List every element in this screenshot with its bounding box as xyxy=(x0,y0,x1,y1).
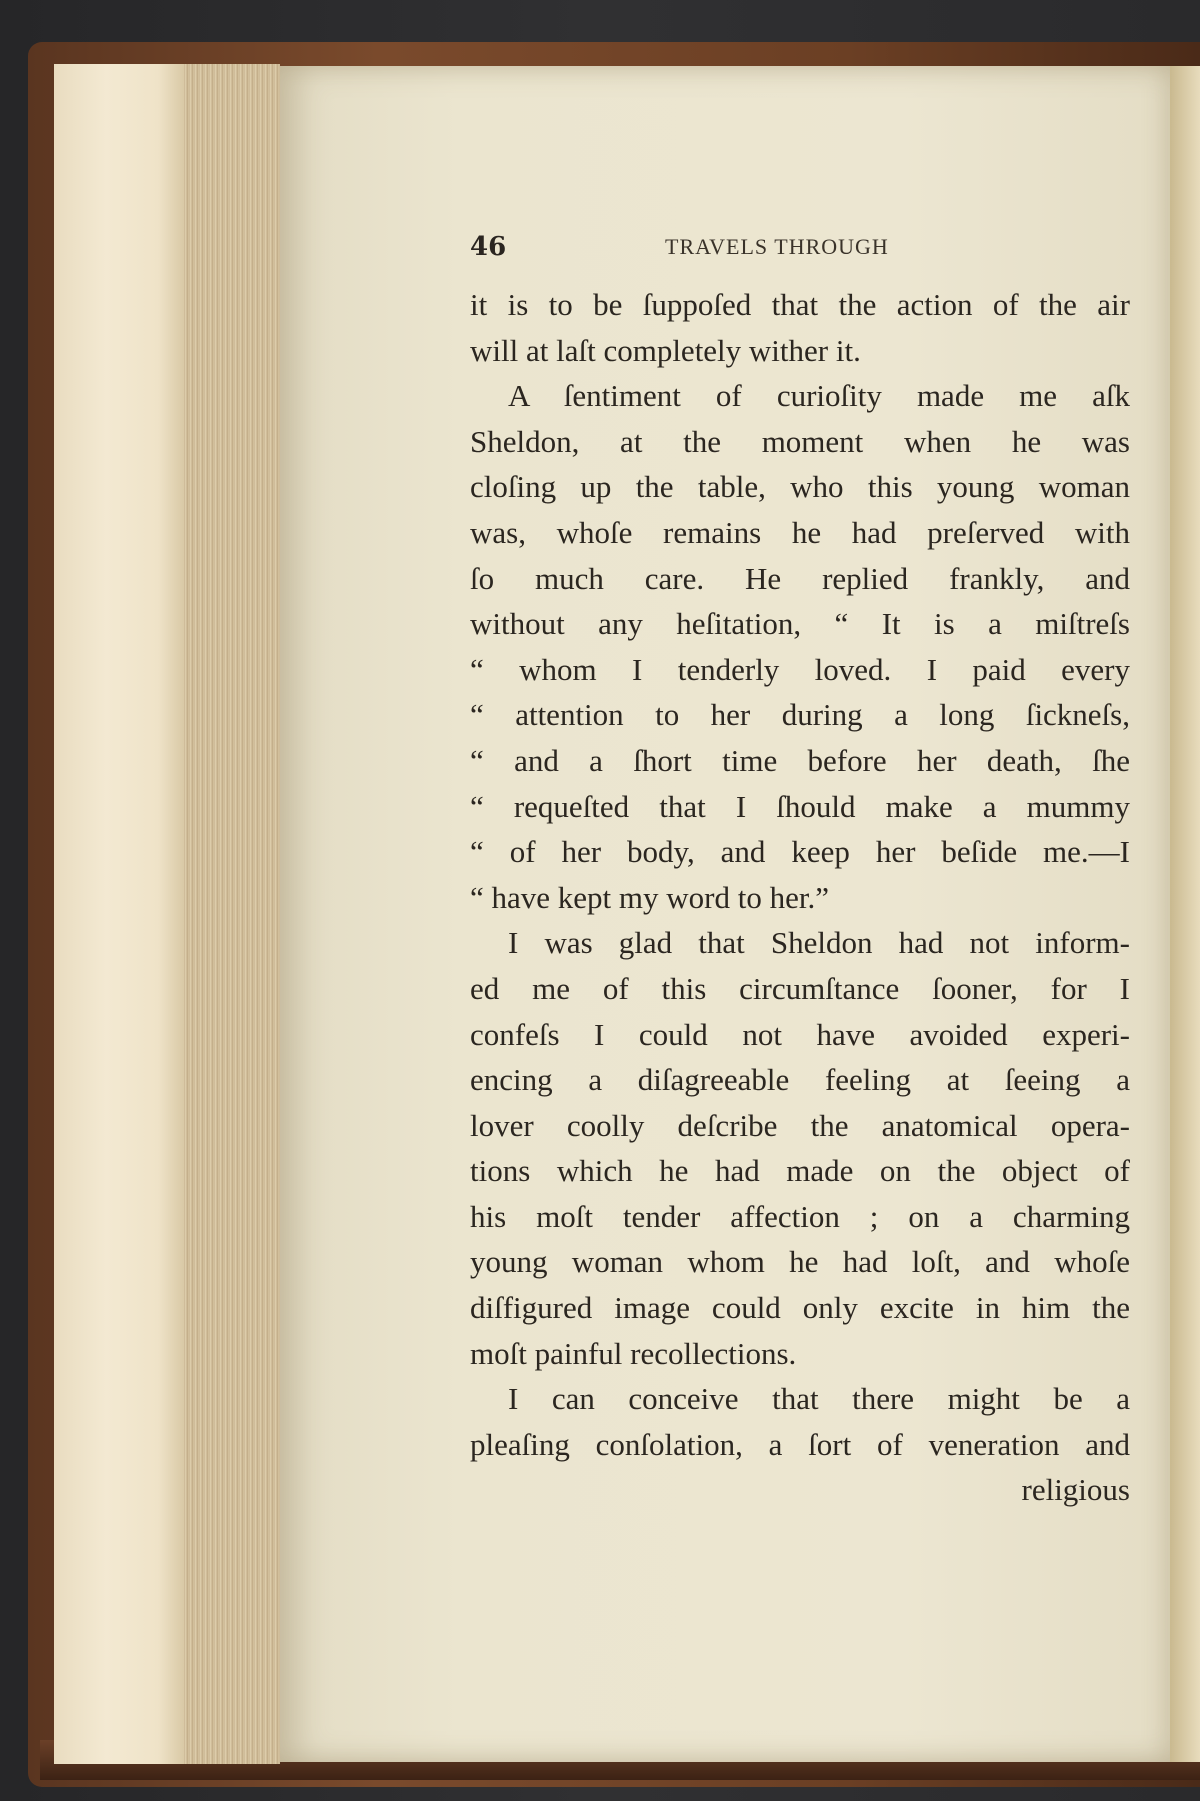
text-line: I can conceive that there might be a xyxy=(508,1381,1130,1417)
text-line: I was glad that Sheldon had not inform- xyxy=(508,925,1130,961)
page-number: 46 xyxy=(470,232,507,262)
page-edges xyxy=(184,64,280,1764)
text-line: lover coolly deſcribe the anatomical opera- xyxy=(470,1107,1130,1143)
text-line: ſo much care. He replied frankly, and xyxy=(470,560,1130,596)
text-line: confeſs I could not have avoided experi- xyxy=(470,1016,1130,1052)
text-line: A ſentiment of curioſity made me aſk xyxy=(508,378,1130,414)
text-line: it is to be ſuppoſed that the action of the air xyxy=(470,287,1130,322)
page-body-text xyxy=(470,282,1130,1513)
text-line: moſt painful recollections. xyxy=(470,1335,797,1371)
text-line: “ have kept my word to her.” xyxy=(470,879,829,915)
text-line: ed me of this circumſtance ſooner, for I xyxy=(470,970,1130,1006)
text-line: “ attention to her during a long ſickneſs, xyxy=(470,697,1130,733)
text-line: “ and a ſhort time before her death, ſhe xyxy=(470,742,1130,778)
catchword: religious xyxy=(1021,1472,1130,1508)
flyleaf xyxy=(54,64,186,1764)
text-line: was, whoſe remains he had preſerved with xyxy=(470,514,1130,550)
text-line: his moſt tender affection ; on a charming xyxy=(470,1198,1130,1234)
running-head: TRAVELS THROUGH xyxy=(665,234,889,259)
page-header xyxy=(470,232,990,272)
text-line: “ requeſted that I ſhould make a mummy xyxy=(470,788,1130,824)
text-line: without any heſitation, “ It is a miſtreſs xyxy=(470,606,1130,642)
text-line: “ of her body, and keep her beſide me.—I xyxy=(470,834,1130,870)
text-line: tions which he had made on the object of xyxy=(470,1153,1130,1189)
text-line: will at laſt completely wither it. xyxy=(470,332,861,368)
text-line: “ whom I tenderly loved. I paid every xyxy=(470,651,1130,687)
text-line: young woman whom he had loſt, and whoſe xyxy=(470,1244,1130,1280)
text-line: Sheldon, at the moment when he was xyxy=(470,423,1130,459)
text-line: pleaſing conſolation, a ſort of veneration and xyxy=(470,1426,1130,1462)
text-line: encing a diſagreeable feeling at ſeeing a xyxy=(470,1062,1130,1098)
facing-page-edge xyxy=(1170,66,1200,1762)
text-line: cloſing up the table, who this young woman xyxy=(470,469,1130,505)
text-line: diſfigured image could only excite in him the xyxy=(470,1290,1130,1326)
